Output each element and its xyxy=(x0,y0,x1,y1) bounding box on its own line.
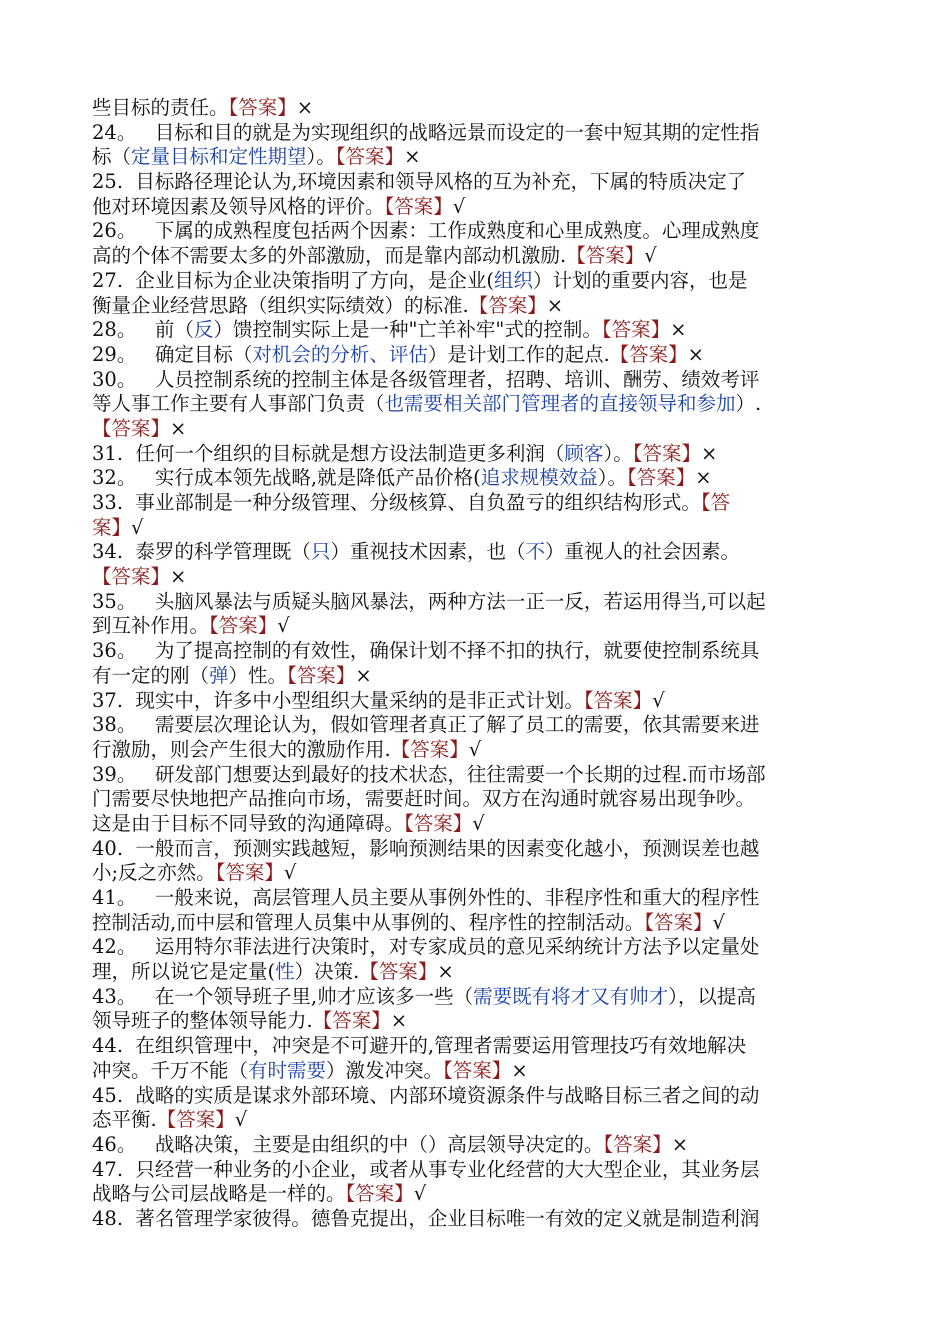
answer-label: 【答案】 xyxy=(287,663,356,687)
body-text: √ xyxy=(468,737,482,761)
body-text: 42。 运用特尔菲法进行决策时，对专家成员的意见采纳统计方法予以定量处 xyxy=(92,935,760,959)
body-text: 35。 头脑风暴法与质疑头脑风暴法，两种方法一正一反，若运用得当,可以起 xyxy=(92,589,766,613)
body-text: 46。 战略决策，主要是由组织的中（）高层领导决定的。 xyxy=(92,1132,604,1156)
body-text: 32。 实行成本领先战略,就是降低产品价格( xyxy=(92,466,481,490)
text-line xyxy=(92,960,862,985)
text-line xyxy=(92,417,862,442)
answer-label: 【答案】 xyxy=(627,466,696,490)
text-line xyxy=(92,1108,862,1133)
body-text: ）计划的重要内容，也是 xyxy=(533,268,748,292)
body-text: 行激励，则会产生很大的激励作用. xyxy=(92,737,391,761)
text-line xyxy=(92,1034,862,1059)
body-text: × xyxy=(511,1058,528,1082)
body-text: 40. 一般而言，预测实践越短，影响预测结果的因素变化越小，预测误差也越 xyxy=(92,836,760,860)
answer-label: 【答案】 xyxy=(215,861,284,885)
body-text: √ xyxy=(652,688,665,712)
text-line xyxy=(92,787,862,812)
text-line xyxy=(92,1133,862,1158)
body-text: ）。 xyxy=(597,466,627,490)
answer-label: 【答案】 xyxy=(443,1058,512,1082)
answer-label: 【答案】 xyxy=(384,194,453,218)
answer-label: 【答 xyxy=(700,491,731,514)
answer-label: 【答案】 xyxy=(345,1182,414,1206)
answer-label: 案】 xyxy=(92,515,132,539)
text-line xyxy=(92,466,862,491)
answer-label: 【答案】 xyxy=(359,960,438,984)
body-text: 27. 企业目标为企业决策指明了方向，是企业( xyxy=(92,268,495,292)
text-line xyxy=(92,565,862,590)
body-text: × xyxy=(437,960,454,984)
body-text: ）性。 xyxy=(228,663,288,687)
body-text: 25. 目标路径理论认为,环境因素和领导风格的互为补充，下属的特质决定了 xyxy=(92,170,747,194)
answer-label: 【答案】 xyxy=(92,416,171,440)
body-text: × xyxy=(170,416,187,440)
body-text: 等人事工作主要有人事部门负责（ xyxy=(92,392,385,416)
body-text: × xyxy=(700,441,718,465)
text-line xyxy=(92,614,862,639)
body-text: 30。 人员控制系统的控制主体是各级管理者，招聘、培训、酬劳、绩效考评 xyxy=(92,367,760,391)
text-line xyxy=(92,664,862,689)
answer-label: 【答案】 xyxy=(228,96,297,119)
text-line xyxy=(92,392,862,417)
answer-label: 【答案】 xyxy=(603,1132,672,1156)
body-text: ）。 xyxy=(306,145,336,169)
body-text: × xyxy=(687,342,704,366)
body-text: 37. 现实中，许多中小型组织大量采纳的是非正式计划。 xyxy=(92,688,584,712)
correction-text: 不 xyxy=(525,540,545,564)
body-text: 领导班子的整体领导能力. xyxy=(92,1009,313,1033)
body-text: ）馈控制实际上是一种"亡羊补牢"式的控制。 xyxy=(213,318,602,342)
text-line xyxy=(92,269,862,294)
body-text: 到互补作用。 xyxy=(92,614,210,638)
body-text: × xyxy=(546,293,564,317)
text-line xyxy=(92,935,862,960)
body-text: × xyxy=(671,1132,689,1156)
body-text: 47. 只经营一种业务的小企业，或者从事专业化经营的大大型企业，其业务层 xyxy=(92,1157,760,1181)
body-text: 31. 任何一个组织的目标就是想方设法制造更多利润（ xyxy=(92,441,565,465)
text-line xyxy=(92,145,862,170)
answer-label: 【答案】 xyxy=(390,737,469,761)
body-text: 39。 研发部门想要达到最好的技术状态，往往需要一个长期的过程.而市场部 xyxy=(92,762,766,786)
answer-label: 【答案】 xyxy=(468,293,547,317)
body-text: 他对环境因素及领导风格的评价。 xyxy=(92,194,385,218)
correction-text: 定量目标和定性期望 xyxy=(131,145,307,169)
text-line xyxy=(92,318,862,343)
body-text: × xyxy=(390,1009,408,1033)
correction-text: 反 xyxy=(193,318,214,342)
body-text: √ xyxy=(452,194,466,218)
body-text: √ xyxy=(413,1182,427,1206)
body-text: 小;反之亦然。 xyxy=(92,861,216,885)
answer-label: 【答案】 xyxy=(335,145,405,169)
text-line xyxy=(92,219,862,244)
correction-text: 对机会的分析、评估 xyxy=(252,342,428,366)
correction-text: 追求规模效益 xyxy=(480,466,598,490)
text-line xyxy=(92,689,862,714)
answer-label: 【答案】 xyxy=(209,614,278,638)
answer-label: 【答案】 xyxy=(601,318,671,342)
text-line xyxy=(92,368,862,393)
text-line xyxy=(92,1207,862,1232)
body-text: 26。 下属的成熟程度包括两个因素：工作成熟度和心里成熟度。心理成熟度 xyxy=(92,219,760,243)
text-line xyxy=(92,1009,862,1034)
body-text: 48. 著名管理学家彼得。德鲁克提出，企业目标唯一有效的定义就是制造利润 xyxy=(92,1206,760,1230)
body-text: 理，所以说它是定量( xyxy=(92,960,276,984)
body-text: 44. 在组织管理中，冲突是不可避开的,管理者需要运用管理技巧有效地解决 xyxy=(92,1034,747,1058)
text-line xyxy=(92,343,862,368)
text-line xyxy=(92,294,862,319)
answer-label: 【答案】 xyxy=(566,244,645,268)
body-text: 衡量企业经营思路（组织实际绩效）的标准. xyxy=(92,293,469,317)
body-text: ）决策. xyxy=(294,960,360,984)
correction-text: 性 xyxy=(275,960,295,984)
correction-text: 需要既有将才又有帅才 xyxy=(473,984,669,1008)
body-text: 有一定的刚（ xyxy=(92,663,210,687)
answer-label: 【答案】 xyxy=(156,1108,235,1132)
body-text: √ xyxy=(234,1108,248,1132)
body-text: √ xyxy=(277,614,290,638)
correction-text: 弹 xyxy=(209,663,229,687)
text-line xyxy=(92,121,862,146)
text-line xyxy=(92,763,862,788)
answer-label: 【答案】 xyxy=(92,565,171,589)
correction-text: 组织 xyxy=(494,268,534,292)
body-text: 标（ xyxy=(92,145,132,169)
text-line xyxy=(92,861,862,886)
text-line xyxy=(92,1158,862,1183)
answer-label: 【答案】 xyxy=(632,441,701,465)
text-line xyxy=(92,516,862,541)
body-text: ）激发冲突。 xyxy=(326,1058,444,1082)
body-text: 24。 目标和目的就是为实现组织的战略远景而设定的一套中短其期的定性指 xyxy=(92,120,760,144)
answer-label: 【答案】 xyxy=(644,910,713,934)
text-line xyxy=(92,170,862,195)
text-line xyxy=(92,911,862,936)
body-text: 态平衡. xyxy=(92,1108,157,1132)
text-line xyxy=(92,590,862,615)
body-text: × xyxy=(404,145,421,169)
answer-label: 【答案】 xyxy=(404,811,473,835)
text-line xyxy=(92,1182,862,1207)
answer-label: 【答案】 xyxy=(583,688,653,712)
answer-label: 【答案】 xyxy=(609,342,688,366)
text-line xyxy=(92,639,862,664)
body-text: √ xyxy=(131,515,144,539)
text-line xyxy=(92,812,862,837)
body-text: × xyxy=(170,565,187,589)
body-text: ）。 xyxy=(603,441,633,465)
body-text: 门需要尽快地把产品推向市场，需要赶时间。双方在沟通时就容易出现争吵。 xyxy=(92,787,756,811)
body-text: 38。 需要层次理论认为，假如管理者真正了解了员工的需要，依其需要来进 xyxy=(92,713,760,737)
text-line xyxy=(92,738,862,763)
text-line xyxy=(92,244,862,269)
text-line xyxy=(92,1059,862,1084)
text-line xyxy=(92,886,862,911)
text-line xyxy=(92,195,862,220)
correction-text: 只 xyxy=(310,540,331,564)
correction-text: 顾客 xyxy=(564,441,604,465)
body-text: ），以提高 xyxy=(668,984,756,1008)
body-text: √ xyxy=(472,811,485,835)
body-text: √ xyxy=(712,910,725,934)
body-text: 43。 在一个领导班子里,帅才应该多一些（ xyxy=(92,984,474,1008)
answer-label: 【答案】 xyxy=(312,1009,391,1033)
body-text: 28。 前（ xyxy=(92,318,194,342)
body-text: √ xyxy=(283,861,297,885)
correction-text: 也需要相关部门管理者的直接领导和参加 xyxy=(384,392,736,416)
body-text: 这是由于目标不同导致的沟通障碍。 xyxy=(92,811,405,835)
text-line xyxy=(92,540,862,565)
body-text: √ xyxy=(644,244,657,268)
body-text: × xyxy=(355,663,372,687)
text-line xyxy=(92,96,862,121)
text-line xyxy=(92,1084,862,1109)
body-text: ）重视技术因素，也（ xyxy=(330,540,526,564)
body-text: ）. xyxy=(735,392,762,416)
document-page xyxy=(92,96,862,1232)
body-text: × xyxy=(670,318,687,342)
body-text: 45. 战略的实质是谋求外部环境、内部环境资源条件与战略目标三者之间的动 xyxy=(92,1083,760,1107)
body-text: 高的个体不需要太多的外部激励，而是靠内部动机激励. xyxy=(92,244,567,268)
body-text: 34. 泰罗的科学管理既（ xyxy=(92,540,311,564)
body-text: ）是计划工作的起点. xyxy=(427,342,610,366)
body-text: 些目标的责任。 xyxy=(92,96,229,119)
text-line xyxy=(92,442,862,467)
correction-text: 有时需要 xyxy=(248,1058,327,1082)
body-text: 36。 为了提高控制的有效性，确保计划不择不扣的执行，就要使控制系统具 xyxy=(92,639,760,663)
body-text: × xyxy=(695,466,712,490)
body-text: × xyxy=(296,96,314,119)
body-text: ）重视人的社会因素。 xyxy=(544,540,740,564)
body-text: 29。 确定目标（ xyxy=(92,342,253,366)
text-line xyxy=(92,837,862,862)
text-line xyxy=(92,985,862,1010)
body-text: 战略与公司层战略是一样的。 xyxy=(92,1182,346,1206)
body-text: 冲突。千万不能（ xyxy=(92,1058,249,1082)
body-text: 33. 事业部制是一种分级管理、分级核算、自负盈亏的组织结构形式。 xyxy=(92,491,701,514)
text-line xyxy=(92,491,862,516)
text-line xyxy=(92,713,862,738)
body-text: 控制活动,而中层和管理人员集中从事例的、程序性的控制活动。 xyxy=(92,910,645,934)
body-text: 41。 一般来说，高层管理人员主要从事例外性的、非程序性和重大的程序性 xyxy=(92,886,760,909)
